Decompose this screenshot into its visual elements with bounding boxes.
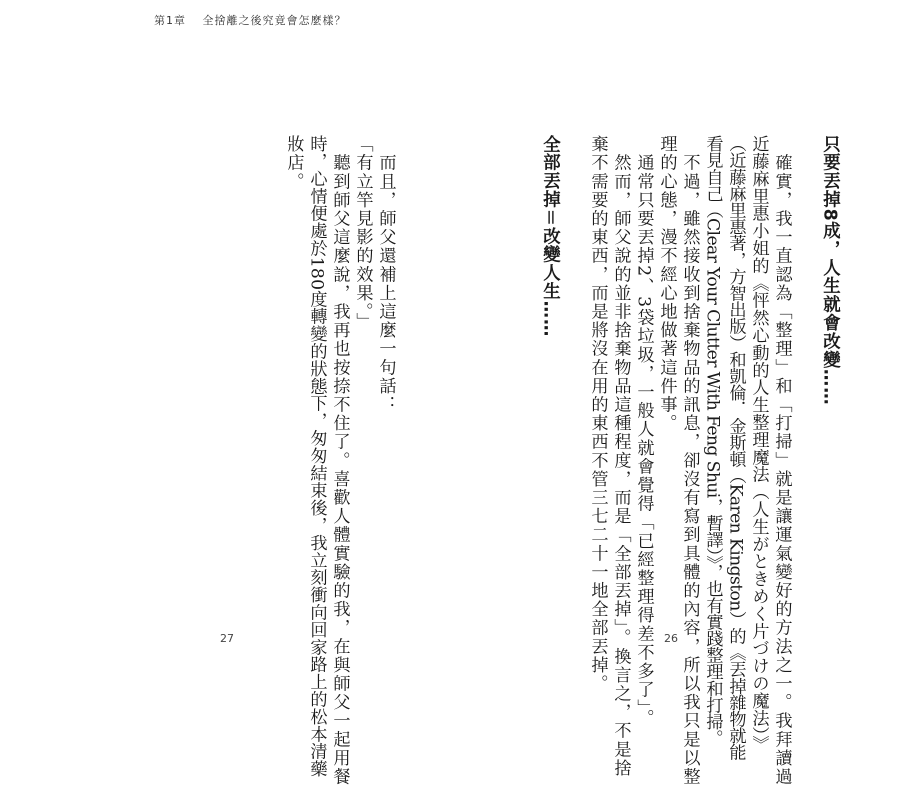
chapter-label: 第1章 [154,14,186,27]
paragraph-line: 確實，我一直認為「整理」和「打掃」就是讓運氣變好的方法之一。我拜讀過 [771,135,792,786]
paragraph-line: 看見自己（Clear Your Clutter With Feng Shui，暫譯）》，也有實踐整理和打掃。 [702,135,723,747]
paragraph-line: 理的心態，漫不經心地做著這件事。 [656,135,677,433]
paragraph-line: 棄不需要的東西，而是將沒在用的東西不管三七二十一地全部丟掉。 [587,135,608,693]
paragraph-line: 而且，師父還補上這麼一句話： [375,135,396,414]
section-heading-2: 全部丟掉＝改變人生…… [539,135,560,338]
paragraph-line: 時，心情便處於180度轉變的狀態下，匆匆結束後，我立刻衝向回家路上的松本清藥 [306,135,327,778]
paragraph-line: 通常只要丟掉2、3袋垃圾，一般人就會覺得「已經整理得差不多了」。 [633,135,654,728]
section-heading-1: 只要丟掉8成，人生就會改變…… [819,135,840,406]
paragraph-line: （近藤麻里惠著，方智出版）和凱倫．金斯頓（Karen Kingston）的《丟掉雜物就能 [725,135,746,761]
paragraph-line: 聽到師父這麼說，我再也按捺不住了。喜歡人體實驗的我，在與師父一起用餐 [329,135,350,786]
running-head [154,12,347,28]
page-number-left: 27 [220,632,234,645]
page-number-right: 26 [664,632,678,645]
paragraph-line: 然而，師父說的並非捨棄物品這種程度，而是「全部丟掉」。換言之，不是捨 [610,135,631,778]
chapter-title: 全捨離之後究竟會怎麼樣？ [202,14,347,27]
paragraph-line: 不過，雖然接收到捨棄物品的訊息，卻沒有寫到具體的內容，所以我只是以整 [679,135,700,786]
paragraph-line: 「有立竿見影的效果。」 [352,135,373,331]
paragraph-line: 近藤麻里惠小姐的《怦然心動的人生整理魔法（人生がときめく片づけの魔法）》 [748,135,769,753]
paragraph-line: 妝店。 [283,135,304,191]
